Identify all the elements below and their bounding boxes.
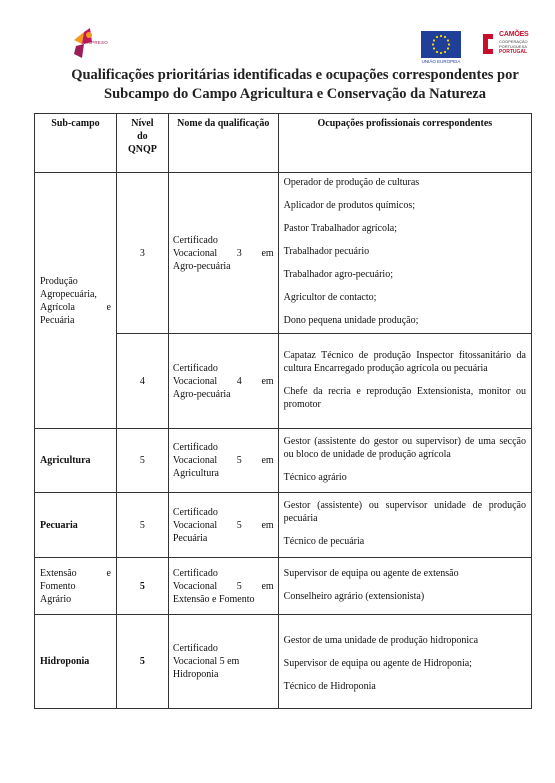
subcampo-cell: Produção Agropecuária, Agrícola e Pecuária (35, 173, 117, 429)
ocupacao-item: Conselheiro agrário (extensionista) (283, 590, 425, 602)
ocupacao-item: Chefe da recria e reprodução Extensionista, monitor ou promotor (283, 385, 526, 410)
ocupacao-item: Supervisor de equipa ou agente de Hidroponia; (283, 658, 472, 669)
nivel-cell: 3 (116, 173, 168, 334)
ocupacao-item: Técnico agrário (283, 471, 347, 483)
table-row (35, 173, 532, 334)
ocupacao-item: Supervisor de equipa ou agente de extensão (283, 567, 459, 579)
qualificacao-cell: Certificado Vocacional 5 em Agricultura (168, 429, 278, 493)
header-ocupacoes: Ocupações profissionais correspondentes (278, 114, 531, 173)
nivel-cell: 5 (116, 615, 168, 709)
ocupacao-item: Gestor (assistente do gestor ou supervisor) de uma secção ou bloco de unidade de produção agrícola (283, 435, 526, 460)
ocupacoes-cell (278, 173, 531, 334)
table-row (35, 493, 532, 558)
camoes-title: CAMÕES (499, 31, 529, 38)
header-nome: Nome da qualificação (168, 114, 278, 173)
ocupacao-item: Gestor de uma unidade de produção hidroponica (283, 635, 479, 646)
nivel-cell: 5 (116, 429, 168, 493)
subcampo-cell: Extensão e Fomento Agrário (35, 558, 117, 615)
subcampo-cell: Hidroponia (35, 615, 117, 709)
ocupacoes-cell (278, 429, 531, 493)
subcampo-cell: Agricultura (35, 429, 117, 493)
ocupacao-item: Técnico de Hidroponia (283, 681, 376, 692)
qualifications-table (34, 113, 532, 709)
ocupacoes-cell (278, 334, 531, 429)
table-header-row (35, 114, 532, 173)
nivel-cell: 4 (116, 334, 168, 429)
ocupacao-item: Agricultor de contacto; (283, 292, 377, 303)
table-row (35, 615, 532, 709)
empreso-logo-text: EMPRESO (84, 40, 108, 45)
ocupacao-item: Aplicador de produtos químicos; (283, 200, 416, 211)
empreso-logo (70, 26, 120, 66)
eu-caption: UNIÃO EUROPEIA (421, 59, 461, 64)
camoes-mark-icon (479, 32, 495, 56)
table-row (35, 558, 532, 615)
qualificacao-cell: Certificado Vocacional 5 em Extensão e Fomento (168, 558, 278, 615)
ocupacao-item: Trabalhador pecuário (283, 246, 370, 257)
ocupacao-item: Capataz Técnico de produção Inspector fitossanitário da cultura Encarregado produção agrícola ou pecuária (283, 349, 526, 374)
nivel-cell: 5 (116, 558, 168, 615)
camoes-logo (479, 30, 539, 65)
table-row (35, 429, 532, 493)
qualificacao-cell: Certificado Vocacional 5 em Hidroponia (168, 615, 278, 709)
subcampo-cell: Pecuaria (35, 493, 117, 558)
qualificacao-cell: Certificado Vocacional 5 em Pecuária (168, 493, 278, 558)
ocupacao-item: Operador de produção de culturas (283, 177, 420, 188)
ocupacao-item: Técnico de pecuária (283, 536, 365, 547)
page-title: Qualificações prioritárias identificadas e ocupações correspondentes por Subcampo do Campo Agricultura e Conservação da Natureza (71, 67, 519, 102)
eu-flag-logo (421, 31, 461, 58)
ocupacoes-cell (278, 615, 531, 709)
ocupacoes-cell (278, 493, 531, 558)
ocupacoes-cell (278, 558, 531, 615)
header-subcampo: Sub-campo (35, 114, 117, 173)
camoes-subtitle: COOPERAÇÃO PORTUGUESA PORTUGAL (499, 39, 528, 55)
ocupacao-item: Gestor (assistente) ou supervisor unidade de produção pecuária (283, 500, 526, 524)
ocupacao-item: Dono pequena unidade produção; (283, 315, 419, 326)
qualificacao-cell: Certificado Vocacional 3 em Agro-pecuária (168, 173, 278, 334)
nivel-cell: 5 (116, 493, 168, 558)
ocupacao-item: Pastor Trabalhador agrícola; (283, 223, 397, 234)
header-nivel: Nível do QNQP (116, 114, 168, 173)
qualificacao-cell: Certificado Vocacional 4 em Agro-pecuária (168, 334, 278, 429)
ocupacao-item: Trabalhador agro-pecuário; (283, 269, 393, 280)
